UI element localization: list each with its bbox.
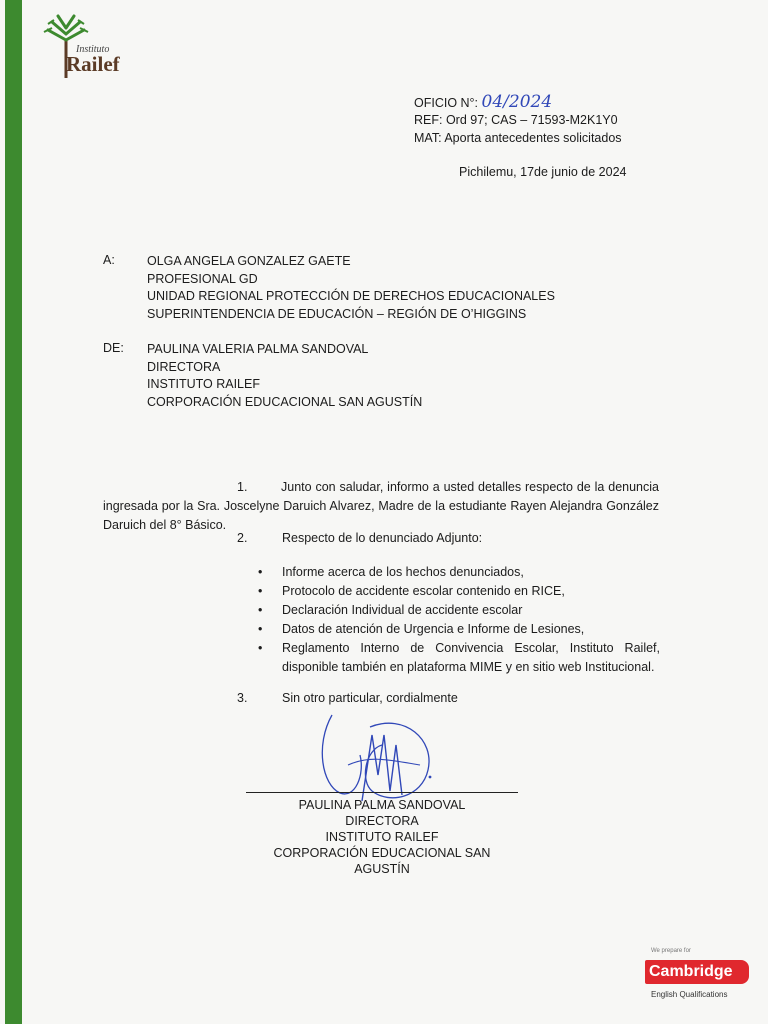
signature-line (246, 792, 518, 793)
from-block (147, 341, 422, 411)
signature-block (246, 797, 518, 877)
cambridge-subtitle: English Qualifications (651, 990, 728, 999)
to-block (147, 253, 555, 323)
subject-line: MAT: Aporta antecedentes solicitados (414, 131, 622, 145)
logo-line-2: Railef (66, 52, 120, 76)
logo-line-1: Instituto (76, 44, 110, 55)
signature-name: PAULINA PALMA SANDOVAL (298, 798, 466, 812)
attachments-list (258, 563, 660, 677)
paragraph-1 (103, 478, 659, 535)
cambridge-tagline: We prepare for (651, 948, 691, 954)
bullet-icon: • (258, 565, 263, 579)
paragraph-2-text: Respecto de lo denunciado Adjunto: (282, 531, 483, 545)
to-line: PROFESIONAL GD (147, 271, 258, 286)
oficio-number: 04/2024 (481, 92, 553, 112)
to-line: SUPERINTENDENCIA DE EDUCACIÓN – REGIÓN DE O’HIGGINS (147, 306, 527, 321)
paragraph-1-text: Junto con saludar, informo a usted detalles respecto de la denuncia ingresada por la Sra. Joscelyne Daruich Alvarez, Madre de la estudiante Rayen Alejandra González Daruich del 8° Básico. (103, 480, 659, 532)
signature-institution: INSTITUTO RAILEF (325, 830, 439, 844)
list-item-text: Protocolo de accidente escolar contenido en RICE, (282, 584, 565, 598)
bullet-icon: • (258, 603, 263, 617)
list-item (258, 601, 660, 620)
from-line: INSTITUTO RAILEF (147, 377, 260, 391)
cambridge-logo (645, 948, 755, 1008)
signature-title: DIRECTORA (345, 814, 419, 828)
list-item-text: Declaración Individual de accidente escolar (282, 603, 523, 617)
to-line: OLGA ANGELA GONZALEZ GAETE (147, 254, 351, 268)
to-label: A: (103, 253, 115, 267)
list-item (258, 639, 660, 677)
to-line: UNIDAD REGIONAL PROTECCIÓN DE DERECHOS EDUCACIONALES (147, 289, 555, 303)
list-item-text: Reglamento Interno de Convivencia Escolar, Instituto Railef, disponible también en plataforma MIME y en sitio web Institucional. (282, 641, 660, 674)
from-line: PAULINA VALERIA PALMA SANDOVAL (147, 342, 369, 356)
list-item (258, 563, 660, 582)
paragraph-1-number: 1. (237, 480, 248, 494)
side-color-bar (5, 0, 22, 1024)
reference-line: REF: Ord 97; CAS – 71593-M2K1Y0 (414, 113, 618, 127)
paragraph-3-text: Sin otro particular, cordialmente (282, 691, 458, 705)
list-item-text: Informe acerca de los hechos denunciados, (282, 565, 524, 579)
list-item (258, 582, 660, 601)
from-line: DIRECTORA (147, 359, 221, 374)
cambridge-brand: Cambridge (645, 960, 749, 984)
signature-corporation: CORPORACIÓN EDUCACIONAL SAN AGUSTÍN (273, 846, 491, 876)
institute-logo (36, 10, 136, 80)
bullet-icon: • (258, 641, 263, 655)
bullet-icon: • (258, 584, 263, 598)
list-item-text: Datos de atención de Urgencia e Informe de Lesiones, (282, 622, 585, 636)
oficio-label: OFICIO N°: (414, 96, 479, 110)
oficio-line (414, 92, 552, 112)
paragraph-2-number: 2. (237, 531, 248, 545)
bullet-icon: • (258, 622, 263, 636)
list-item (258, 620, 660, 639)
paragraph-3-number: 3. (237, 691, 248, 705)
letter-date: Pichilemu, 17de junio de 2024 (459, 165, 627, 179)
from-line: CORPORACIÓN EDUCACIONAL SAN AGUSTÍN (147, 394, 423, 409)
from-label: DE: (103, 341, 124, 355)
